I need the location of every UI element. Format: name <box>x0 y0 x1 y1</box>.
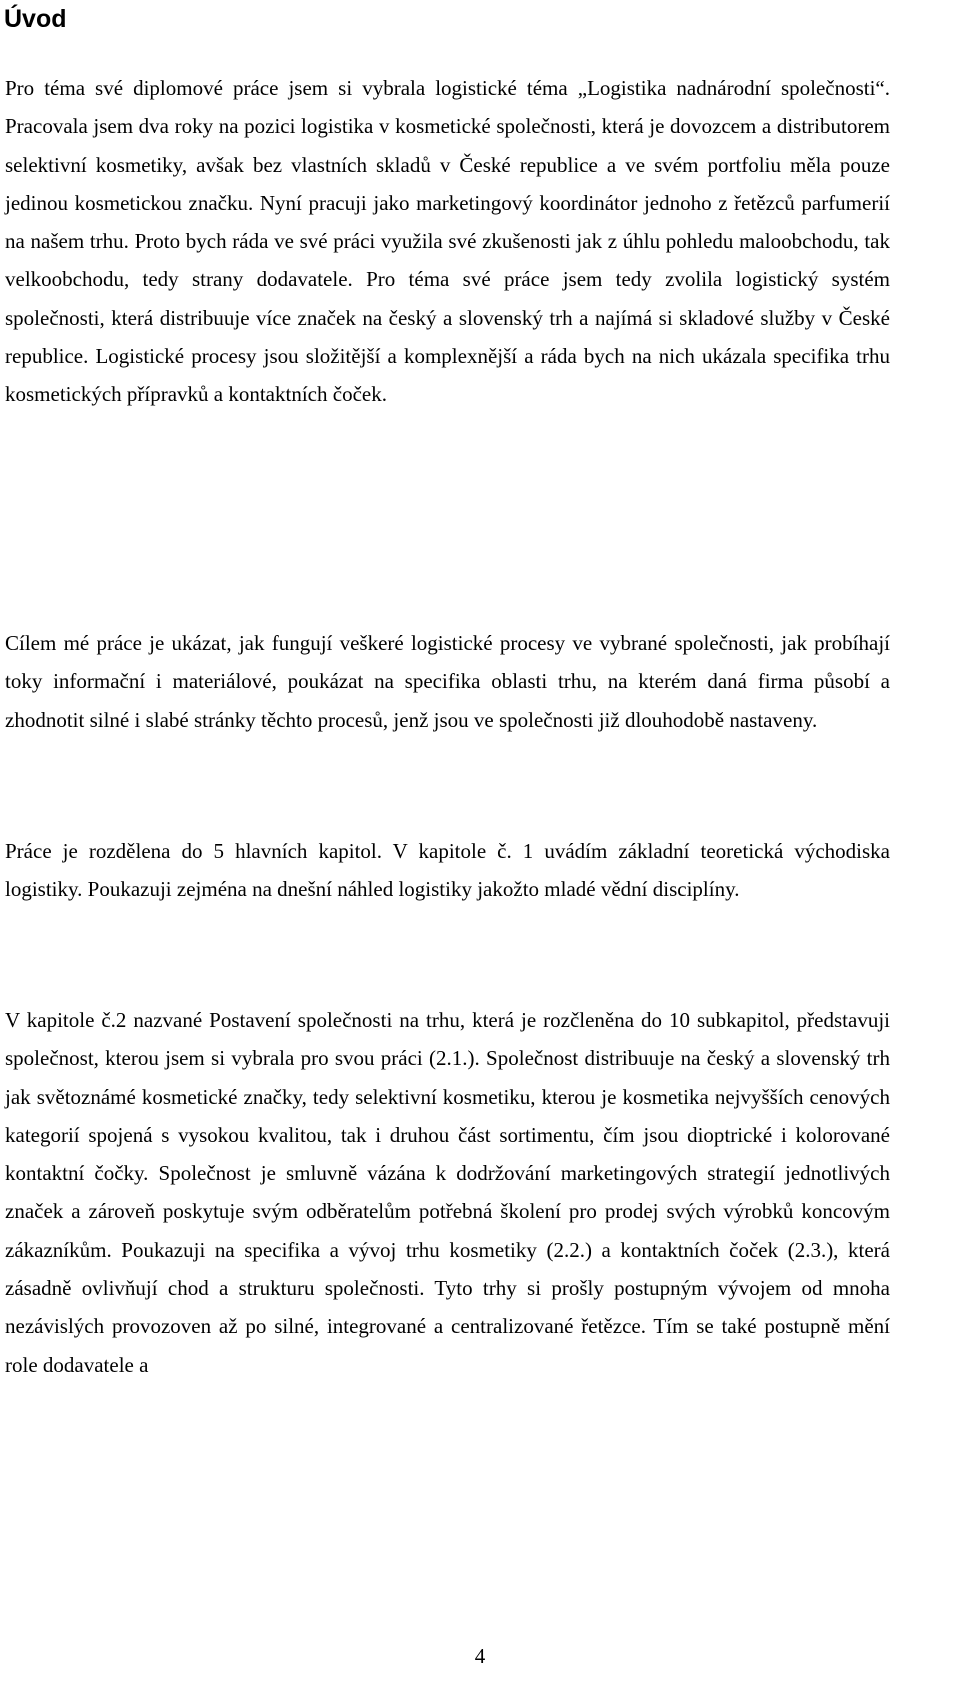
page-number: 4 <box>474 1644 486 1668</box>
paragraph-intro: Pro téma své diplomové práce jsem si vybrala logistické téma „Logistika nadnárodní společnosti“. Pracovala jsem dva roky na pozici logistika v kosmetické společnosti, která je dovozcem a distributorem selektivní kosmetiky, avšak bez vlastních skladů v České republice a ve svém portfoliu měla pouze jedinou kosmetickou značku. Nyní pracuji jako marketingový koordinátor jednoho z řetězců parfumerií na našem trhu. Proto bych ráda ve své práci využila své zkušenosti jak z úhlu pohledu maloobchodu, tak velkoobchodu, tedy strany dodavatele. Pro téma své práce jsem tedy zvolila logistický systém společnosti, která distribuuje více značek na český a slovenský trh a najímá si skladové služby v České republice. Logistické procesy jsou složitější a komplexnější a ráda bych na nich ukázala specifika trhu kosmetických přípravků a kontaktních čoček. <box>5 76 890 407</box>
paragraph-structure: Práce je rozdělena do 5 hlavních kapitol. V kapitole č. 1 uvádím základní teoretická východiska logistiky. Poukazuji zejména na dnešní náhled logistiky jakožto mladé vědní disciplíny. <box>5 839 890 902</box>
paragraph-aim: Cílem mé práce je ukázat, jak fungují veškeré logistické procesy ve vybrané společnosti, jak probíhají toky informační i materiálové, poukázat na specifika oblasti trhu, na kterém daná firma působí a zhodnotit silné i slabé stránky těchto procesů, jenž jsou ve společnosti již dlouhodobě nastaveny. <box>5 631 890 732</box>
section-heading: Úvod <box>4 5 67 33</box>
paragraph-chapter-2: V kapitole č.2 nazvané Postavení společnosti na trhu, která je rozčleněna do 10 subkapitol, představuji společnost, kterou jsem si vybrala pro svou práci (2.1.). Společnost distribuuje na český a slovenský trh jak světoznámé kosmetické značky, tedy selektivní kosmetiku, kterou je kosmetika nejvyšších cenových kategorií spojená s vysokou kvalitou, tak i druhou část sortimentu, čím jsou dioptrické i kolorované kontaktní čočky. Společnost je smluvně vázána k dodržování marketingových strategií jednotlivých značek a zároveň poskytuje svým odběratelům potřebná školení pro prodej svých výrobků koncovým zákazníkům. Poukazuji na specifika a vývoj trhu kosmetiky (2.2.) a kontaktních čoček (2.3.), která zásadně ovlivňují chod a strukturu společnosti. Tyto trhy si prošly postupným vývojem od mnoha nezávislých provozoven až po silné, integrované a centralizované řetězce. Tím se také postupně mění role dodavatele a <box>5 1008 890 1377</box>
